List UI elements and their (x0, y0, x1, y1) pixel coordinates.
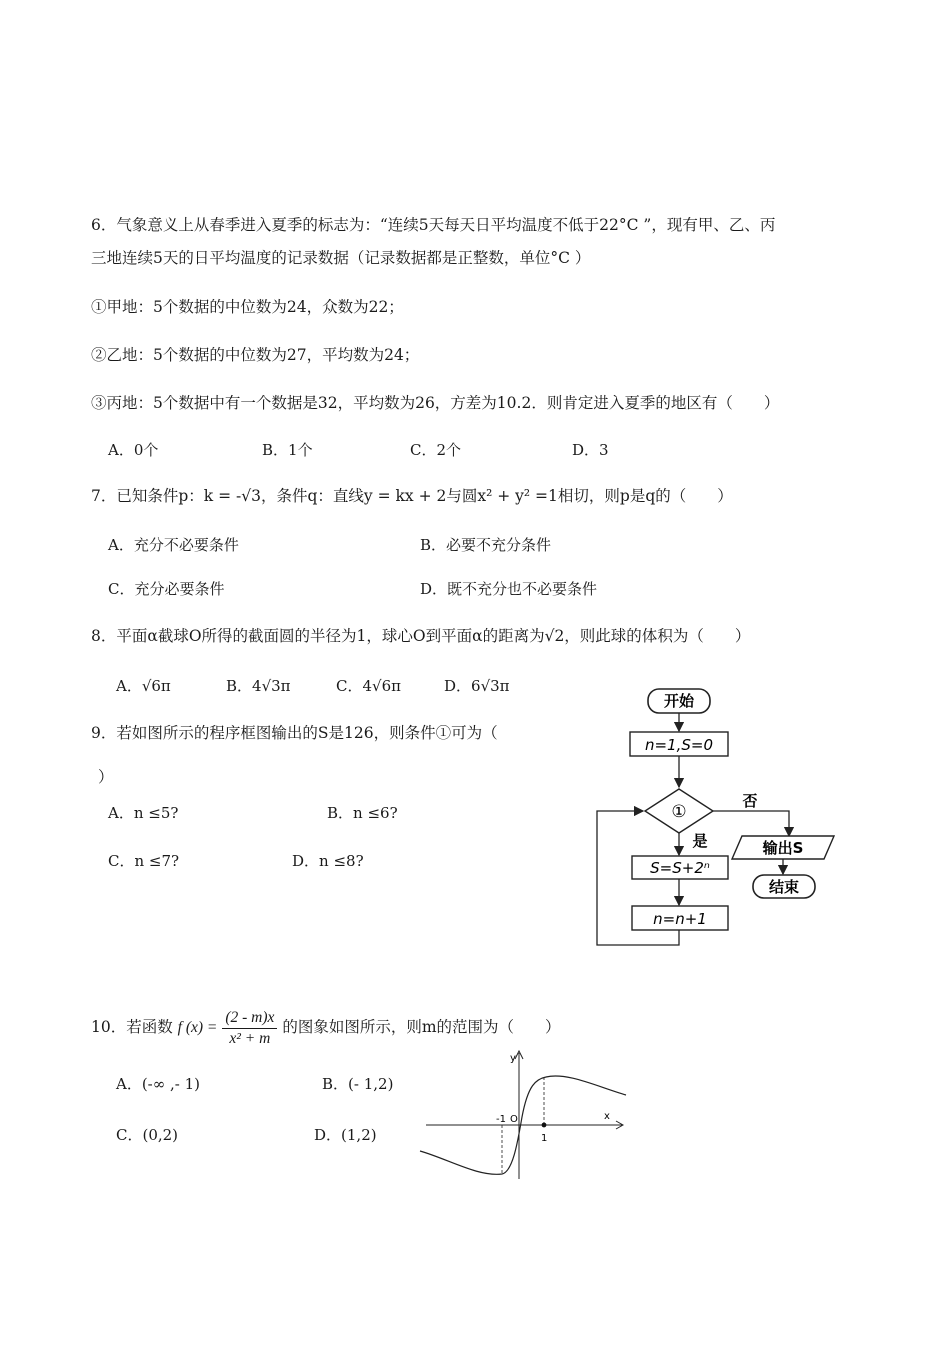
origin-label: O (510, 1114, 518, 1125)
q7-option-d: D．既不充分也不必要条件 (420, 580, 598, 598)
q9-stem-cont: ） (98, 768, 114, 786)
q6-option-b: B．1个 (262, 441, 313, 459)
q8-option-d: D．6√3π (444, 677, 510, 695)
flow-yes-label: 是 (692, 832, 708, 850)
tick-label-one: 1 (541, 1133, 548, 1144)
flowchart (590, 685, 850, 955)
q6-item1: ①甲地：5个数据的中位数为24，众数为22； (91, 298, 404, 316)
flow-update-s-label: S=S+2ⁿ (650, 859, 710, 877)
q8-option-a: A．√6π (116, 677, 171, 695)
x-axis-label: x (604, 1111, 610, 1122)
q7-option-a: A．充分不必要条件 (108, 536, 239, 554)
q9-option-b: B．n ≤6? (327, 804, 398, 822)
q10-prefix: 10．若函数 (91, 1018, 173, 1036)
q6-option-c: C．2个 (410, 441, 462, 459)
flow-init-label: n=1,S=0 (644, 736, 714, 754)
q10-fraction (222, 1008, 277, 1049)
point-at-one (542, 1123, 547, 1128)
y-axis-label: y (510, 1053, 516, 1064)
q10-option-c: C．(0,2) (116, 1126, 179, 1144)
q9-option-a: A．n ≤5? (108, 804, 179, 822)
tick-label-neg-one: -1 (496, 1114, 506, 1125)
q6-item3: ③丙地：5个数据中有一个数据是32，平均数为26，方差为10.2．则肯定进入夏季的地区有（ ） (91, 394, 780, 412)
q6-item2: ②乙地：5个数据的中位数为27，平均数为24； (91, 346, 420, 364)
q6-option-d: D．3 (572, 441, 609, 459)
q10-option-a: A．(-∞ ,- 1) (116, 1075, 201, 1093)
q10-stem (91, 1005, 561, 1050)
q10-numerator: (2 - m)x (222, 1008, 277, 1029)
flow-end-label: 结束 (768, 878, 800, 896)
flow-condition-label: ① (671, 802, 687, 822)
q9-stem: 9．若如图所示的程序框图输出的S是126，则条件①可为（ (91, 724, 498, 742)
flow-no-label: 否 (742, 792, 758, 810)
q10-denominator: x² + m (229, 1029, 271, 1047)
q6-line1: 6．气象意义上从春季进入夏季的标志为：“连续5天每天日平均温度不低于22°C ”，现有甲、乙、丙 (91, 216, 776, 234)
q8-stem: 8．平面α截球O所得的截面圆的半径为1，球心O到平面α的距离为√2，则此球的体积为（ ） (91, 627, 751, 645)
q7-option-c: C．充分必要条件 (108, 580, 225, 598)
q6-option-a: A．0个 (108, 441, 159, 459)
q9-option-c: C．n ≤7? (108, 852, 180, 870)
q10-suffix: 的图象如图所示，则m的范围为（ ） (282, 1018, 561, 1036)
q7-stem: 7．已知条件p：k = -√3，条件q：直线y = kx + 2与圆x² + y² =1相切，则p是q的（ ） (91, 487, 733, 505)
q10-option-b: B．(- 1,2) (322, 1075, 394, 1093)
flow-output-label: 输出S (762, 839, 804, 857)
q9-option-d: D．n ≤8? (292, 852, 364, 870)
q7-option-b: B．必要不充分条件 (420, 536, 552, 554)
q6-line2: 三地连续5天的日平均温度的记录数据（记录数据都是正整数，单位°C ） (91, 249, 591, 267)
flow-start-label: 开始 (663, 692, 695, 710)
q10-func-lhs: f (x) = (177, 1019, 218, 1036)
q10-option-d: D．(1,2) (314, 1126, 377, 1144)
q8-option-c: C．4√6π (336, 677, 401, 695)
function-graph (418, 1045, 633, 1185)
flow-update-n-label: n=n+1 (653, 910, 707, 928)
q8-option-b: B．4√3π (226, 677, 291, 695)
